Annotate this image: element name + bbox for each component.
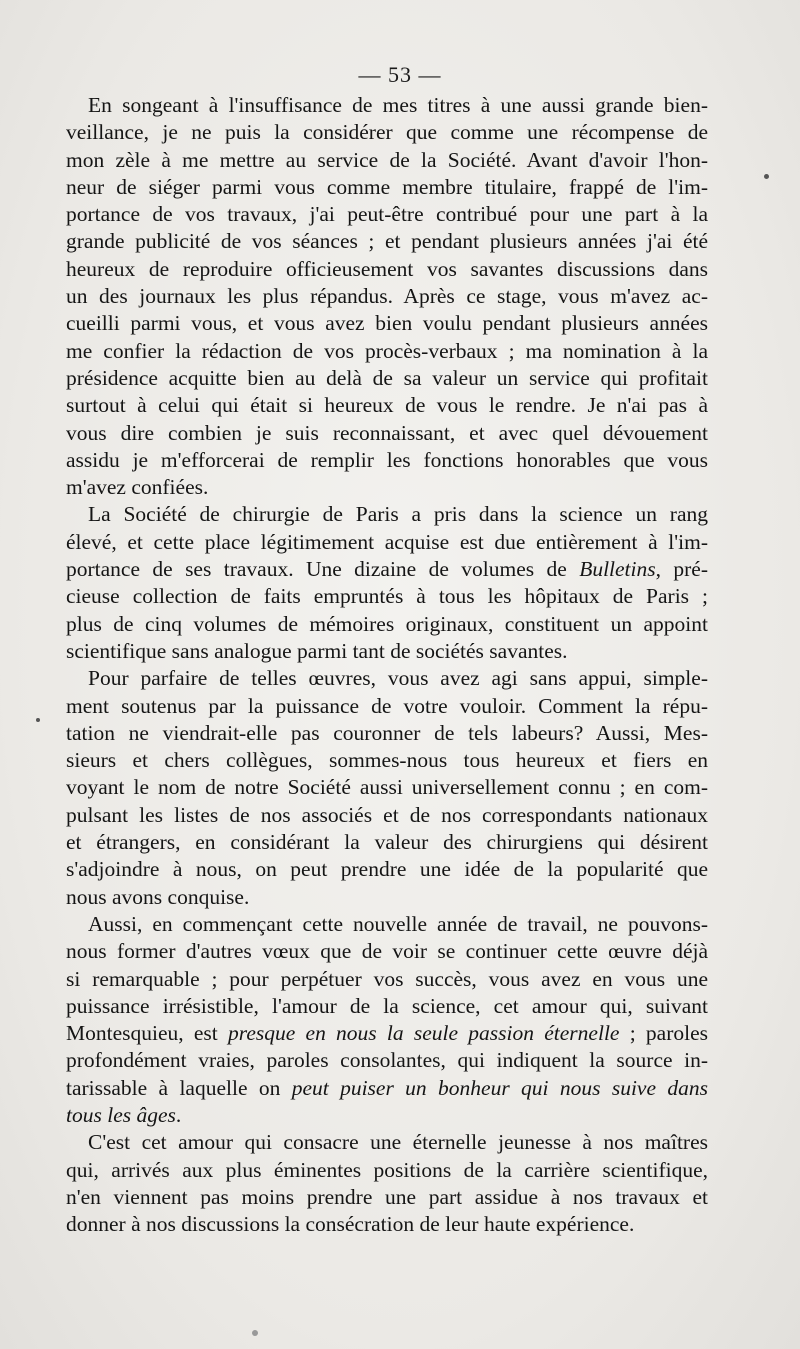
- text-line: surtout à celui qui était si heureux de vous le rendre. Je n'ai pas à: [66, 393, 708, 418]
- text-line: veillance, je ne puis la considérer que comme une récompense de: [66, 120, 708, 145]
- text-line: assidu je m'efforcerai de remplir les fonctions honorables que vous: [66, 447, 708, 472]
- text-line: présidence acquitte bien au delà de sa valeur un service qui profitait: [66, 365, 708, 390]
- text-line: m'avez confiées.: [66, 475, 209, 500]
- text-segment: tarissable à laquelle on: [66, 1075, 292, 1100]
- text-line: me confier la rédaction de vos procès-verbaux ; ma nomination à la: [66, 338, 708, 363]
- text-line: nous former d'autres vœux que de voir se continuer cette œuvre déjà: [66, 939, 708, 964]
- text-line: portance de vos travaux, j'ai peut-être contribué pour une part à la: [66, 202, 708, 227]
- text-line: Aussi, en commençant cette nouvelle année de travail, ne pouvons-: [88, 911, 708, 936]
- text-line: élevé, et cette place légitimement acquise est due entièrement à l'im-: [66, 529, 708, 554]
- text-line: pulsant les listes de nos associés et de nos correspondants nationaux: [66, 802, 708, 827]
- text-line: tation ne viendrait-elle pas couronner de tels labeurs? Aussi, Mes-: [66, 720, 708, 745]
- text-line: mon zèle à me mettre au service de la Société. Avant d'avoir l'hon-: [66, 147, 708, 172]
- text-line: En songeant à l'insuffisance de mes titres à une aussi grande bien-: [88, 93, 708, 117]
- text-line-with-italic: [66, 556, 708, 583]
- text-line-with-italic: [66, 1020, 708, 1047]
- page-number: — 53 —: [358, 62, 442, 87]
- text-segment: .: [175, 1102, 182, 1127]
- text-line: sieurs et chers collègues, sommes-nous tous heureux et fiers en: [66, 748, 708, 773]
- text-line: voyant le nom de notre Société aussi universellement connu ; en com-: [66, 775, 708, 800]
- italic-title-bulletins: Bulletins: [579, 557, 656, 582]
- text-line: Pour parfaire de telles œuvres, vous avez agi sans appui, simple-: [88, 666, 708, 691]
- text-line: heureux de reproduire officieusement vos savantes discussions dans: [66, 256, 708, 281]
- text-segment: ; paroles: [619, 1021, 709, 1046]
- paragraph-2: [66, 501, 708, 665]
- paragraph-5: [66, 1129, 708, 1238]
- text-line: ment soutenus par la puissance de votre vouloir. Comment la répu-: [66, 693, 708, 718]
- paragraph-4: [66, 911, 708, 1129]
- text-line: puissance irrésistible, l'amour de la science, cet amour qui, suivant: [66, 993, 708, 1018]
- text-line: n'en viennent pas moins prendre une part assidue à nos travaux et: [66, 1184, 708, 1209]
- text-line: scientifique sans analogue parmi tant de sociétés savantes.: [66, 638, 568, 663]
- text-line: profondément vraies, paroles consolantes, qui indiquent la source in-: [66, 1048, 708, 1073]
- text-line: s'adjoindre à nous, on peut prendre une idée de la popularité que: [66, 857, 708, 882]
- ink-speck: [764, 174, 769, 179]
- text-segment: , pré-: [655, 557, 708, 582]
- text-line: cieuse collection de faits empruntés à tous les hôpitaux de Paris ;: [66, 584, 708, 609]
- text-line: et étrangers, en considérant la valeur des chirurgiens qui désirent: [66, 830, 708, 855]
- paragraph-3: [66, 665, 708, 911]
- text-line: cueilli parmi vous, et vous avez bien voulu pendant plusieurs années: [66, 311, 708, 336]
- text-segment: portance de ses travaux. Une dizaine de volumes de: [66, 557, 580, 582]
- ink-speck: [252, 1330, 258, 1336]
- text-line: vous dire combien je suis reconnaissant, et avec quel dévouement: [66, 420, 708, 445]
- text-line-with-italic: [66, 1075, 708, 1102]
- text-line: La Société de chirurgie de Paris a pris dans la science un rang: [88, 502, 708, 527]
- body-text: [66, 92, 708, 1238]
- text-line: un des journaux les plus répandus. Après ce stage, vous m'avez ac-: [66, 284, 708, 309]
- text-line: si remarquable ; pour perpétuer vos succès, vous avez en vous une: [66, 966, 708, 991]
- text-segment: Montesquieu, est: [66, 1021, 229, 1046]
- italic-quote: peut puiser un bonheur qui nous suive dans: [291, 1075, 708, 1100]
- text-line: neur de siéger parmi vous comme membre titulaire, frappé de l'im-: [66, 174, 708, 199]
- text-line: plus de cinq volumes de mémoires originaux, constituent un appoint: [66, 611, 708, 636]
- text-line: grande publicité de vos séances ; et pendant plusieurs années j'ai été: [66, 229, 708, 254]
- ink-speck: [36, 718, 40, 722]
- text-line: nous avons conquise.: [66, 884, 250, 909]
- text-line: qui, arrivés aux plus éminentes positions de la carrière scientifique,: [66, 1157, 708, 1182]
- text-line: C'est cet amour qui consacre une éternelle jeunesse à nos maîtres: [88, 1130, 708, 1155]
- text-line: donner à nos discussions la consécration de leur haute expérience.: [66, 1212, 635, 1237]
- paragraph-1: [66, 92, 708, 501]
- italic-quote: tous les âges: [66, 1102, 176, 1127]
- text-line-italic: [66, 1102, 708, 1129]
- italic-quote: presque en nous la seule passion éternelle: [228, 1021, 620, 1046]
